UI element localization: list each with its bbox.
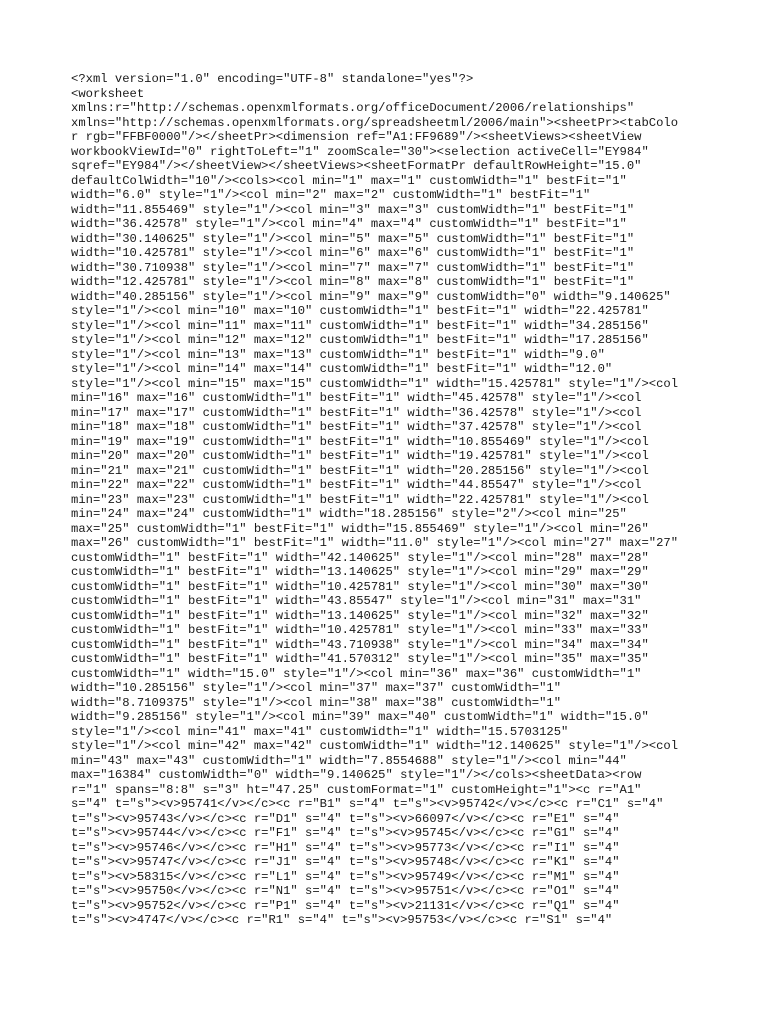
code-line: customWidth="1" bestFit="1" width="43.85547" style="1"/><col min="31" max="31" [71, 594, 642, 608]
code-line: xmlns:r="http://schemas.openxmlformats.org/officeDocument/2006/relationships" [71, 101, 635, 115]
code-line: sqref="EY984"/></sheetView></sheetViews><sheetFormatPr defaultRowHeight="15.0" [71, 159, 642, 173]
code-line: width="30.140625" style="1"/><col min="5" max="5" customWidth="1" bestFit="1" [71, 231, 635, 246]
code-line: style="1"/><col min="11" max="11" customWidth="1" bestFit="1" width="34.285156" [71, 318, 649, 333]
code-line: <?xml version="1.0" encoding="UTF-8" standalone="yes"?> [71, 72, 474, 86]
code-line: style="1"/><col min="12" max="12" customWidth="1" bestFit="1" width="17.285156" [71, 333, 649, 347]
code-line: workbookViewId="0" rightToLeft="1" zoomScale="30"><selection activeCell="EY984" [71, 144, 649, 159]
code-line: t="s"><v>95746</v></c><c r="H1" s="4" t="s"><v>95773</v></c><c r="I1" s="4" [71, 840, 620, 855]
code-line: max="16384" customWidth="0" width="9.140625" style="1"/></cols><sheetData><row [71, 768, 642, 782]
code-line: width="8.7109375" style="1"/><col min="38" max="38" customWidth="1" [71, 695, 562, 710]
code-line: t="s"><v>4747</v></c><c r="R1" s="4" t="s"><v>95753</v></c><c r="S1" s="4" [71, 913, 613, 927]
code-line: width="11.855469" style="1"/><col min="3" max="3" customWidth="1" bestFit="1" [71, 202, 635, 217]
code-line: xmlns="http://schemas.openxmlformats.org/spreadsheetml/2006/main"><sheetPr><tabColo [71, 115, 679, 130]
code-line: customWidth="1" bestFit="1" width="43.710938" style="1"/><col min="34" max="34" [71, 637, 649, 652]
code-line: style="1"/><col min="42" max="42" customWidth="1" width="12.140625" style="1"/><col [71, 739, 679, 753]
code-line: width="30.710938" style="1"/><col min="7" max="7" customWidth="1" bestFit="1" [71, 260, 635, 275]
code-line: min="43" max="43" customWidth="1" width="7.8554688" style="1"/><col min="44" [71, 753, 627, 768]
code-line: s="4" t="s"><v>95741</v></c><c r="B1" s="4" t="s"><v>95742</v></c><c r="C1" s="4" [71, 797, 664, 811]
code-line: t="s"><v>95743</v></c><c r="D1" s="4" t="s"><v>66097</v></c><c r="E1" s="4" [71, 811, 620, 826]
code-line: width="40.285156" style="1"/><col min="9" max="9" customWidth="0" width="9.140625" [71, 289, 671, 304]
code-line: width="36.42578" style="1"/><col min="4" max="4" customWidth="1" bestFit="1" [71, 217, 627, 231]
code-line: style="1"/><col min="41" max="41" customWidth="1" width="15.5703125" [71, 724, 569, 739]
code-line: customWidth="1" bestFit="1" width="10.425781" style="1"/><col min="30" max="30" [71, 579, 649, 594]
code-line: min="24" max="24" customWidth="1" width="18.285156" style="2"/><col min="25" [71, 507, 627, 521]
code-line: width="10.425781" style="1"/><col min="6" max="6" customWidth="1" bestFit="1" [71, 246, 635, 260]
code-line: customWidth="1" width="15.0" style="1"/><col min="36" max="36" customWidth="1" [71, 666, 642, 681]
code-line: min="17" max="17" customWidth="1" bestFit="1" width="36.42578" style="1"/><col [71, 405, 642, 420]
code-line: customWidth="1" bestFit="1" width="42.140625" style="1"/><col min="28" max="28" [71, 550, 649, 565]
code-line: max="26" customWidth="1" bestFit="1" width="11.0" style="1"/><col min="27" max="27" [71, 536, 679, 550]
xml-source-text [71, 72, 731, 928]
code-line: t="s"><v>58315</v></c><c r="L1" s="4" t="s"><v>95749</v></c><c r="M1" s="4" [71, 869, 620, 884]
code-line: customWidth="1" bestFit="1" width="13.140625" style="1"/><col min="29" max="29" [71, 565, 649, 579]
code-line: <worksheet [71, 86, 145, 101]
code-line: t="s"><v>95752</v></c><c r="P1" s="4" t="s"><v>21131</v></c><c r="Q1" s="4" [71, 898, 620, 913]
code-line: customWidth="1" bestFit="1" width="41.570312" style="1"/><col min="35" max="35" [71, 652, 649, 666]
code-line: min="16" max="16" customWidth="1" bestFit="1" width="45.42578" style="1"/><col [71, 391, 642, 405]
code-line: customWidth="1" bestFit="1" width="10.425781" style="1"/><col min="33" max="33" [71, 623, 649, 637]
code-line: min="21" max="21" customWidth="1" bestFit="1" width="20.285156" style="1"/><col [71, 463, 649, 478]
code-line: style="1"/><col min="14" max="14" customWidth="1" bestFit="1" width="12.0" [71, 362, 613, 376]
code-line: min="20" max="20" customWidth="1" bestFit="1" width="19.425781" style="1"/><col [71, 449, 649, 463]
code-line: r="1" spans="8:8" s="3" ht="47.25" customFormat="1" customHeight="1"><c r="A1" [71, 782, 642, 797]
code-line: t="s"><v>95750</v></c><c r="N1" s="4" t="s"><v>95751</v></c><c r="O1" s="4" [71, 884, 620, 898]
code-line: style="1"/><col min="10" max="10" customWidth="1" bestFit="1" width="22.425781" [71, 304, 649, 318]
code-line: width="9.285156" style="1"/><col min="39" max="40" customWidth="1" width="15.0" [71, 710, 649, 724]
code-line: t="s"><v>95744</v></c><c r="F1" s="4" t="s"><v>95745</v></c><c r="G1" s="4" [71, 826, 620, 840]
code-line: min="18" max="18" customWidth="1" bestFit="1" width="37.42578" style="1"/><col [71, 420, 642, 434]
code-line: min="19" max="19" customWidth="1" bestFit="1" width="10.855469" style="1"/><col [71, 434, 649, 449]
code-line: customWidth="1" bestFit="1" width="13.140625" style="1"/><col min="32" max="32" [71, 608, 649, 623]
code-line: style="1"/><col min="15" max="15" customWidth="1" width="15.425781" style="1"/><col [71, 376, 679, 391]
code-line: style="1"/><col min="13" max="13" customWidth="1" bestFit="1" width="9.0" [71, 347, 605, 362]
code-line: width="6.0" style="1"/><col min="2" max="2" customWidth="1" bestFit="1" [71, 188, 591, 202]
code-line: t="s"><v>95747</v></c><c r="J1" s="4" t="s"><v>95748</v></c><c r="K1" s="4" [71, 855, 620, 869]
code-line: r rgb="FFBF0000"/></sheetPr><dimension ref="A1:FF9689"/><sheetViews><sheetView [71, 130, 642, 144]
code-line: max="25" customWidth="1" bestFit="1" width="15.855469" style="1"/><col min="26" [71, 521, 649, 536]
code-line: min="23" max="23" customWidth="1" bestFit="1" width="22.425781" style="1"/><col [71, 492, 649, 507]
code-line: min="22" max="22" customWidth="1" bestFit="1" width="44.85547" style="1"/><col [71, 478, 642, 492]
code-line: width="12.425781" style="1"/><col min="8" max="8" customWidth="1" bestFit="1" [71, 275, 635, 289]
code-line: width="10.285156" style="1"/><col min="37" max="37" customWidth="1" [71, 681, 562, 695]
code-line: defaultColWidth="10"/><cols><col min="1" max="1" customWidth="1" bestFit="1" [71, 173, 627, 188]
